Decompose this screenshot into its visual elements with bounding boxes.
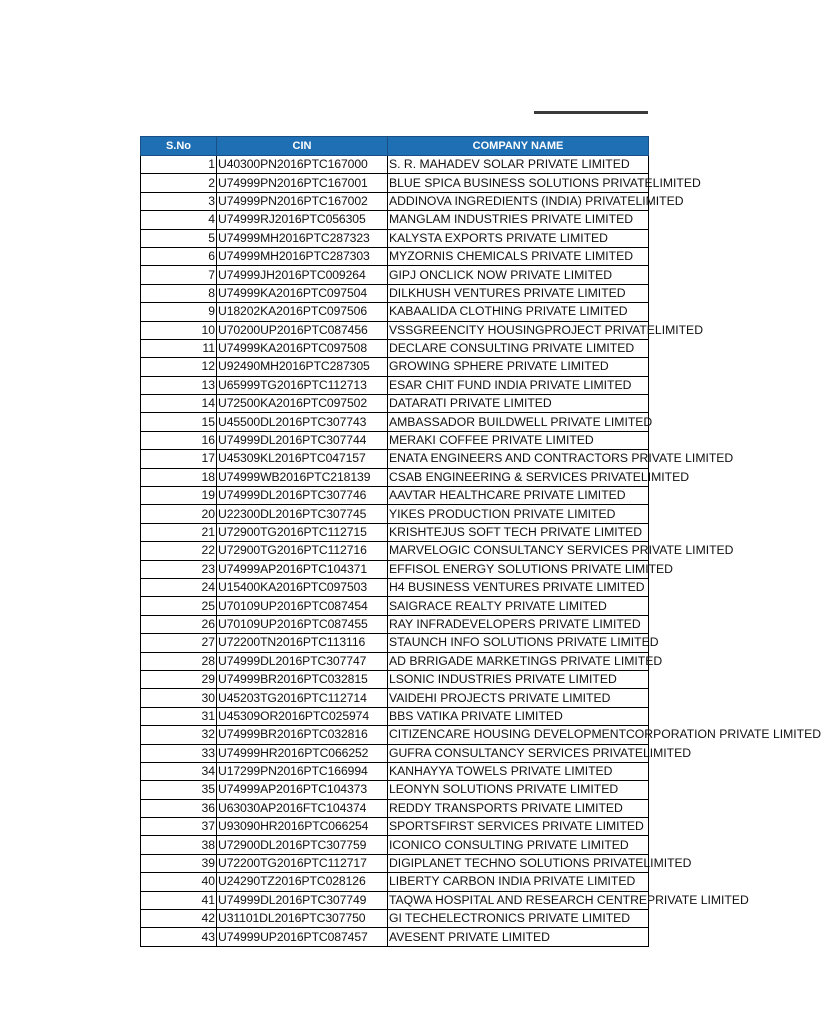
table-row bbox=[141, 542, 649, 560]
table-row bbox=[141, 689, 649, 707]
table-row bbox=[141, 762, 649, 780]
table-header-row bbox=[141, 137, 649, 156]
cell-company-name: LIBERTY CARBON INDIA PRIVATE LIMITED bbox=[388, 873, 649, 891]
table-row bbox=[141, 376, 649, 394]
table-row bbox=[141, 891, 649, 909]
cell-company-name: CSAB ENGINEERING & SERVICES PRIVATELIMITED bbox=[388, 468, 649, 486]
company-table bbox=[140, 136, 821, 947]
cell-company-name: GROWING SPHERE PRIVATE LIMITED bbox=[388, 358, 649, 376]
header-cin: CIN bbox=[217, 137, 388, 156]
cell-sno: 8 bbox=[141, 284, 217, 302]
cell-cin: U31101DL2016PTC307750 bbox=[217, 910, 388, 928]
cell-cin: U74999DL2016PTC307747 bbox=[217, 652, 388, 670]
cell-company-name: AMBASSADOR BUILDWELL PRIVATE LIMITED bbox=[388, 413, 649, 431]
cell-company-name: DILKHUSH VENTURES PRIVATE LIMITED bbox=[388, 284, 649, 302]
cell-company-name: YIKES PRODUCTION PRIVATE LIMITED bbox=[388, 505, 649, 523]
table-row bbox=[141, 854, 649, 872]
cell-cin: U22300DL2016PTC307745 bbox=[217, 505, 388, 523]
cell-cin: U72500KA2016PTC097502 bbox=[217, 395, 388, 413]
cell-company-name: LSONIC INDUSTRIES PRIVATE LIMITED bbox=[388, 670, 649, 688]
table-row bbox=[141, 578, 649, 596]
table-row bbox=[141, 431, 649, 449]
cell-sno: 12 bbox=[141, 358, 217, 376]
cell-company-name: AD BRRIGADE MARKETINGS PRIVATE LIMITED bbox=[388, 652, 649, 670]
cell-company-name: KABAALIDA CLOTHING PRIVATE LIMITED bbox=[388, 303, 649, 321]
cell-company-name: MYZORNIS CHEMICALS PRIVATE LIMITED bbox=[388, 247, 649, 265]
cell-cin: U72900DL2016PTC307759 bbox=[217, 836, 388, 854]
cell-sno: 26 bbox=[141, 615, 217, 633]
cell-sno: 4 bbox=[141, 211, 217, 229]
cell-sno: 41 bbox=[141, 891, 217, 909]
cell-company-name: KRISHTEJUS SOFT TECH PRIVATE LIMITED bbox=[388, 523, 649, 541]
cell-cin: U70109UP2016PTC087454 bbox=[217, 597, 388, 615]
table-row bbox=[141, 303, 649, 321]
cell-sno: 20 bbox=[141, 505, 217, 523]
company-table-container bbox=[140, 136, 821, 947]
cell-company-name: MANGLAM INDUSTRIES PRIVATE LIMITED bbox=[388, 211, 649, 229]
cell-company-name: VAIDEHI PROJECTS PRIVATE LIMITED bbox=[388, 689, 649, 707]
cell-cin: U74999PN2016PTC167002 bbox=[217, 192, 388, 210]
cell-company-name: DATARATI PRIVATE LIMITED bbox=[388, 395, 649, 413]
cell-company-name: ESAR CHIT FUND INDIA PRIVATE LIMITED bbox=[388, 376, 649, 394]
cell-sno: 36 bbox=[141, 799, 217, 817]
cell-company-name: GI TECHELECTRONICS PRIVATE LIMITED bbox=[388, 910, 649, 928]
table-row bbox=[141, 928, 649, 946]
cell-cin: U74999PN2016PTC167001 bbox=[217, 174, 388, 192]
table-row bbox=[141, 192, 649, 210]
cell-cin: U45203TG2016PTC112714 bbox=[217, 689, 388, 707]
table-row bbox=[141, 321, 649, 339]
cell-sno: 16 bbox=[141, 431, 217, 449]
table-row bbox=[141, 358, 649, 376]
table-row bbox=[141, 450, 649, 468]
cell-cin: U72900TG2016PTC112715 bbox=[217, 523, 388, 541]
cell-company-name: S. R. MAHADEV SOLAR PRIVATE LIMITED bbox=[388, 156, 649, 174]
cell-company-name: CITIZENCARE HOUSING DEVELOPMENTCORPORATION PRIVATE LIMITED bbox=[388, 726, 649, 744]
cell-company-name: GIPJ ONCLICK NOW PRIVATE LIMITED bbox=[388, 266, 649, 284]
header-sno: S.No bbox=[141, 137, 217, 156]
table-row bbox=[141, 266, 649, 284]
cell-company-name: MERAKI COFFEE PRIVATE LIMITED bbox=[388, 431, 649, 449]
table-row bbox=[141, 873, 649, 891]
table-row bbox=[141, 523, 649, 541]
cell-cin: U45500DL2016PTC307743 bbox=[217, 413, 388, 431]
cell-sno: 29 bbox=[141, 670, 217, 688]
cell-cin: U65999TG2016PTC112713 bbox=[217, 376, 388, 394]
table-row bbox=[141, 781, 649, 799]
cell-sno: 24 bbox=[141, 578, 217, 596]
cell-cin: U74999HR2016PTC066252 bbox=[217, 744, 388, 762]
cell-company-name: VSSGREENCITY HOUSINGPROJECT PRIVATELIMITED bbox=[388, 321, 649, 339]
cell-cin: U72900TG2016PTC112716 bbox=[217, 542, 388, 560]
cell-sno: 18 bbox=[141, 468, 217, 486]
cell-sno: 14 bbox=[141, 395, 217, 413]
cell-cin: U74999MH2016PTC287323 bbox=[217, 229, 388, 247]
cell-company-name: SAIGRACE REALTY PRIVATE LIMITED bbox=[388, 597, 649, 615]
cell-sno: 21 bbox=[141, 523, 217, 541]
cell-sno: 28 bbox=[141, 652, 217, 670]
table-row bbox=[141, 744, 649, 762]
cell-company-name: AVESENT PRIVATE LIMITED bbox=[388, 928, 649, 946]
cell-company-name: REDDY TRANSPORTS PRIVATE LIMITED bbox=[388, 799, 649, 817]
table-row bbox=[141, 339, 649, 357]
cell-cin: U92490MH2016PTC287305 bbox=[217, 358, 388, 376]
table-row bbox=[141, 229, 649, 247]
cell-cin: U74999BR2016PTC032816 bbox=[217, 726, 388, 744]
cell-company-name: LEONYN SOLUTIONS PRIVATE LIMITED bbox=[388, 781, 649, 799]
cell-sno: 33 bbox=[141, 744, 217, 762]
cell-sno: 5 bbox=[141, 229, 217, 247]
cell-sno: 35 bbox=[141, 781, 217, 799]
table-row bbox=[141, 670, 649, 688]
cell-sno: 42 bbox=[141, 910, 217, 928]
cell-cin: U40300PN2016PTC167000 bbox=[217, 156, 388, 174]
cell-sno: 2 bbox=[141, 174, 217, 192]
cell-cin: U74999DL2016PTC307749 bbox=[217, 891, 388, 909]
cell-cin: U74999DL2016PTC307746 bbox=[217, 487, 388, 505]
cell-company-name: STAUNCH INFO SOLUTIONS PRIVATE LIMITED bbox=[388, 634, 649, 652]
table-row bbox=[141, 156, 649, 174]
cell-sno: 37 bbox=[141, 818, 217, 836]
table-row bbox=[141, 487, 649, 505]
cell-cin: U74999KA2016PTC097508 bbox=[217, 339, 388, 357]
table-row bbox=[141, 211, 649, 229]
cell-company-name: SPORTSFIRST SERVICES PRIVATE LIMITED bbox=[388, 818, 649, 836]
cell-sno: 38 bbox=[141, 836, 217, 854]
cell-cin: U72200TG2016PTC112717 bbox=[217, 854, 388, 872]
cell-cin: U17299PN2016PTC166994 bbox=[217, 762, 388, 780]
cell-cin: U70109UP2016PTC087455 bbox=[217, 615, 388, 633]
table-row bbox=[141, 597, 649, 615]
cell-sno: 1 bbox=[141, 156, 217, 174]
table-row bbox=[141, 910, 649, 928]
cell-company-name: TAQWA HOSPITAL AND RESEARCH CENTREPRIVATE LIMITED bbox=[388, 891, 649, 909]
cell-company-name: BBS VATIKA PRIVATE LIMITED bbox=[388, 707, 649, 725]
cell-sno: 31 bbox=[141, 707, 217, 725]
cell-sno: 40 bbox=[141, 873, 217, 891]
table-row bbox=[141, 468, 649, 486]
cell-cin: U74999AP2016PTC104373 bbox=[217, 781, 388, 799]
cell-company-name: H4 BUSINESS VENTURES PRIVATE LIMITED bbox=[388, 578, 649, 596]
table-row bbox=[141, 413, 649, 431]
cell-sno: 9 bbox=[141, 303, 217, 321]
table-row bbox=[141, 505, 649, 523]
cell-cin: U74999MH2016PTC287303 bbox=[217, 247, 388, 265]
cell-company-name: ICONICO CONSULTING PRIVATE LIMITED bbox=[388, 836, 649, 854]
cell-cin: U74999KA2016PTC097504 bbox=[217, 284, 388, 302]
cell-cin: U74999RJ2016PTC056305 bbox=[217, 211, 388, 229]
cell-cin: U74999DL2016PTC307744 bbox=[217, 431, 388, 449]
cell-company-name: AAVTAR HEALTHCARE PRIVATE LIMITED bbox=[388, 487, 649, 505]
cell-sno: 17 bbox=[141, 450, 217, 468]
cell-cin: U74999WB2016PTC218139 bbox=[217, 468, 388, 486]
table-row bbox=[141, 284, 649, 302]
table-row bbox=[141, 652, 649, 670]
cell-sno: 7 bbox=[141, 266, 217, 284]
cell-sno: 27 bbox=[141, 634, 217, 652]
table-body bbox=[141, 156, 821, 947]
cell-cin: U18202KA2016PTC097506 bbox=[217, 303, 388, 321]
table-row bbox=[141, 818, 649, 836]
cell-sno: 19 bbox=[141, 487, 217, 505]
cell-company-name: GUFRA CONSULTANCY SERVICES PRIVATELIMITED bbox=[388, 744, 649, 762]
cell-sno: 39 bbox=[141, 854, 217, 872]
table-row bbox=[141, 634, 649, 652]
cell-company-name: BLUE SPICA BUSINESS SOLUTIONS PRIVATELIMITED bbox=[388, 174, 649, 192]
cell-company-name: KANHAYYA TOWELS PRIVATE LIMITED bbox=[388, 762, 649, 780]
cell-cin: U45309KL2016PTC047157 bbox=[217, 450, 388, 468]
cell-company-name: RAY INFRADEVELOPERS PRIVATE LIMITED bbox=[388, 615, 649, 633]
cell-cin: U63030AP2016FTC104374 bbox=[217, 799, 388, 817]
cell-cin: U45309OR2016PTC025974 bbox=[217, 707, 388, 725]
cell-cin: U74999AP2016PTC104371 bbox=[217, 560, 388, 578]
cell-sno: 11 bbox=[141, 339, 217, 357]
header-company-name: COMPANY NAME bbox=[388, 137, 649, 156]
cell-sno: 43 bbox=[141, 928, 217, 946]
cell-cin: U74999BR2016PTC032815 bbox=[217, 670, 388, 688]
cell-company-name: MARVELOGIC CONSULTANCY SERVICES PRIVATE LIMITED bbox=[388, 542, 649, 560]
cell-cin: U74999JH2016PTC009264 bbox=[217, 266, 388, 284]
cell-company-name: DIGIPLANET TECHNO SOLUTIONS PRIVATELIMITED bbox=[388, 854, 649, 872]
cell-sno: 32 bbox=[141, 726, 217, 744]
table-row bbox=[141, 615, 649, 633]
cell-sno: 10 bbox=[141, 321, 217, 339]
cell-sno: 25 bbox=[141, 597, 217, 615]
table-row bbox=[141, 836, 649, 854]
table-row bbox=[141, 174, 649, 192]
table-row bbox=[141, 707, 649, 725]
cell-sno: 6 bbox=[141, 247, 217, 265]
cell-sno: 13 bbox=[141, 376, 217, 394]
cell-sno: 34 bbox=[141, 762, 217, 780]
cell-sno: 30 bbox=[141, 689, 217, 707]
table-row bbox=[141, 560, 649, 578]
table-row bbox=[141, 726, 649, 744]
cell-sno: 15 bbox=[141, 413, 217, 431]
cell-company-name: EFFISOL ENERGY SOLUTIONS PRIVATE LIMITED bbox=[388, 560, 649, 578]
cell-cin: U72200TN2016PTC113116 bbox=[217, 634, 388, 652]
header-rule bbox=[534, 111, 648, 114]
table-row bbox=[141, 799, 649, 817]
cell-cin: U15400KA2016PTC097503 bbox=[217, 578, 388, 596]
cell-cin: U74999UP2016PTC087457 bbox=[217, 928, 388, 946]
cell-cin: U70200UP2016PTC087456 bbox=[217, 321, 388, 339]
cell-cin: U24290TZ2016PTC028126 bbox=[217, 873, 388, 891]
cell-sno: 3 bbox=[141, 192, 217, 210]
cell-company-name: KALYSTA EXPORTS PRIVATE LIMITED bbox=[388, 229, 649, 247]
cell-company-name: DECLARE CONSULTING PRIVATE LIMITED bbox=[388, 339, 649, 357]
table-row bbox=[141, 247, 649, 265]
table-row bbox=[141, 395, 649, 413]
cell-sno: 22 bbox=[141, 542, 217, 560]
cell-cin: U93090HR2016PTC066254 bbox=[217, 818, 388, 836]
cell-company-name: ADDINOVA INGREDIENTS (INDIA) PRIVATELIMITED bbox=[388, 192, 649, 210]
cell-company-name: ENATA ENGINEERS AND CONTRACTORS PRIVATE LIMITED bbox=[388, 450, 649, 468]
cell-sno: 23 bbox=[141, 560, 217, 578]
